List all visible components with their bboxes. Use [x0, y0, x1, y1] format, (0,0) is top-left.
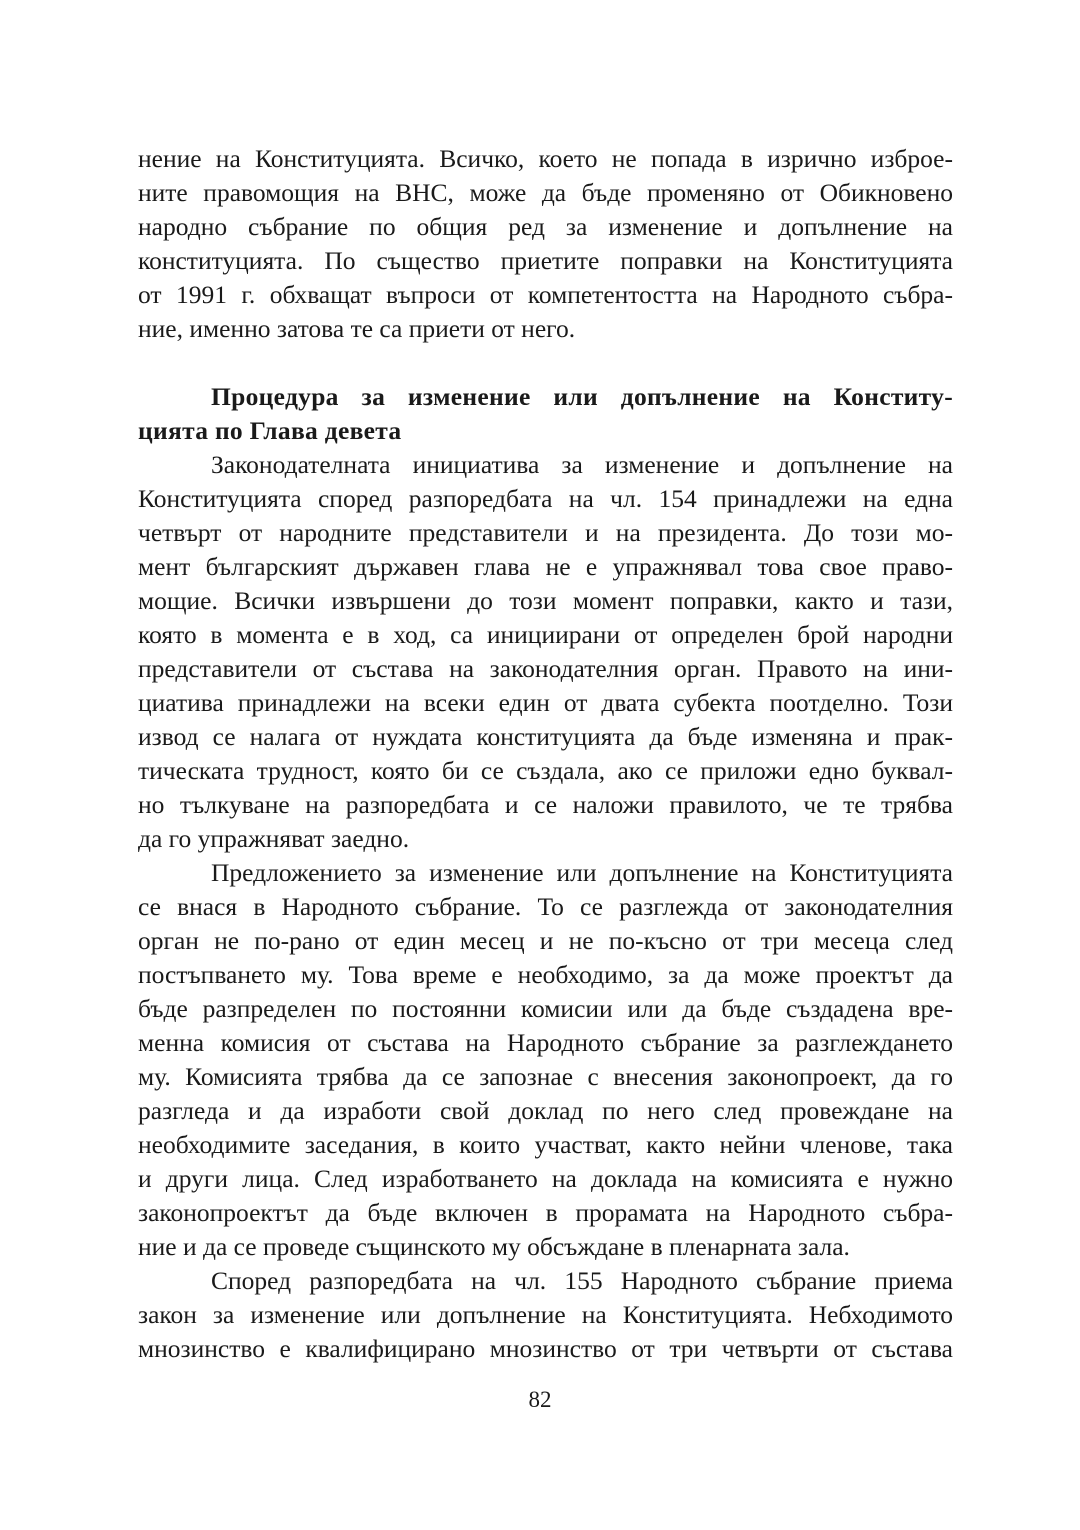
- text-line: необходимите заседания, в които участват, както нейни членове, така: [138, 1130, 953, 1159]
- text-line: орган не по-рано от един месец и не по-късно от три месеца след: [138, 926, 953, 955]
- text-line: мнозинство е квалифицирано мнозинство от три четвърти от състава: [138, 1334, 953, 1363]
- text-line: извод се налага от нуждата конституцията да бъде изменяна и прак-: [138, 722, 953, 751]
- text-line: но тълкуване на разпоредбата и се наложи правилото, че те трябва: [138, 790, 953, 819]
- text-line: народно събрание по общия ред за изменение и допълнение на: [138, 212, 953, 241]
- text-line: тическата трудност, която би се създала, ако се приложи едно буквал-: [138, 756, 953, 785]
- text-line: четвърт от народните представители и на президента. До този мо-: [138, 518, 953, 547]
- heading-line: Процедура за изменение или допълнение на Конститу-: [211, 382, 953, 411]
- section-heading: [138, 380, 953, 448]
- text-line: и други лица. След изработването на доклада на комисията е нужно: [138, 1164, 953, 1193]
- paragraph-3: [138, 856, 953, 1264]
- paragraph-1: [138, 142, 953, 346]
- heading-line: цията по Глава девета: [138, 416, 402, 445]
- text-line: представители от състава на законодателния орган. Правото на ини-: [138, 654, 953, 683]
- text-line: му. Комисията трябва да се запознае с внесения законопроект, да го: [138, 1062, 953, 1091]
- text-line: Предложението за изменение или допълнение на Конституцията: [211, 858, 953, 887]
- text-line: от 1991 г. обхващат въпроси от компетентостта на Народното събра-: [138, 280, 953, 309]
- text-line: мощие. Всички извършени до този момент поправки, както и тази,: [138, 586, 953, 615]
- text-line: нение на Конституцията. Всичко, което не попада в изрично изброе-: [138, 144, 953, 173]
- text-line: Законодателната инициатива за изменение и допълнение на: [211, 450, 953, 479]
- text-line: ните правомощия на ВНС, може да бъде променяно от Обикновено: [138, 178, 953, 207]
- text-line: конституцията. По същество приетите поправки на Конституцията: [138, 246, 953, 275]
- text-line: Конституцията според разпоредбата на чл. 154 принадлежи на една: [138, 484, 953, 513]
- text-line: разгледа и да изработи свой доклад по него след провеждане на: [138, 1096, 953, 1125]
- text-line: мент българският държавен глава не е упражнявал това свое право-: [138, 552, 953, 581]
- text-line: Според разпоредбата на чл. 155 Народното събрание приема: [211, 1266, 953, 1295]
- text-line: ние, именно затова те са приети от него.: [138, 314, 576, 343]
- text-line: постъпването му. Това време е необходимо, за да може проектът да: [138, 960, 953, 989]
- text-line: се внася в Народното събрание. То се разглежда от законодателния: [138, 892, 953, 921]
- text-line: ние и да се проведе същинското му обсъждане в пленарната зала.: [138, 1232, 850, 1261]
- paragraph-2: [138, 448, 953, 856]
- text-line: законопроектът да бъде включен в прорамата на Народното събра-: [138, 1198, 953, 1227]
- page-number: 82: [528, 1387, 552, 1412]
- text-line: закон за изменение или допълнение на Конституцията. Небходимото: [138, 1300, 953, 1329]
- text-line: бъде разпределен по постоянни комисии или да бъде създадена вре-: [138, 994, 953, 1023]
- text-line: циатива принадлежи на всеки един от двата субекта поотделно. Този: [138, 688, 953, 717]
- text-line: да го упражняват заедно.: [138, 824, 410, 853]
- paragraph-4: [138, 1264, 953, 1366]
- text-line: менна комисия от състава на Народното събрание за разглеждането: [138, 1028, 953, 1057]
- text-line: която в момента е в ход, са инициирани от определен брой народни: [138, 620, 953, 649]
